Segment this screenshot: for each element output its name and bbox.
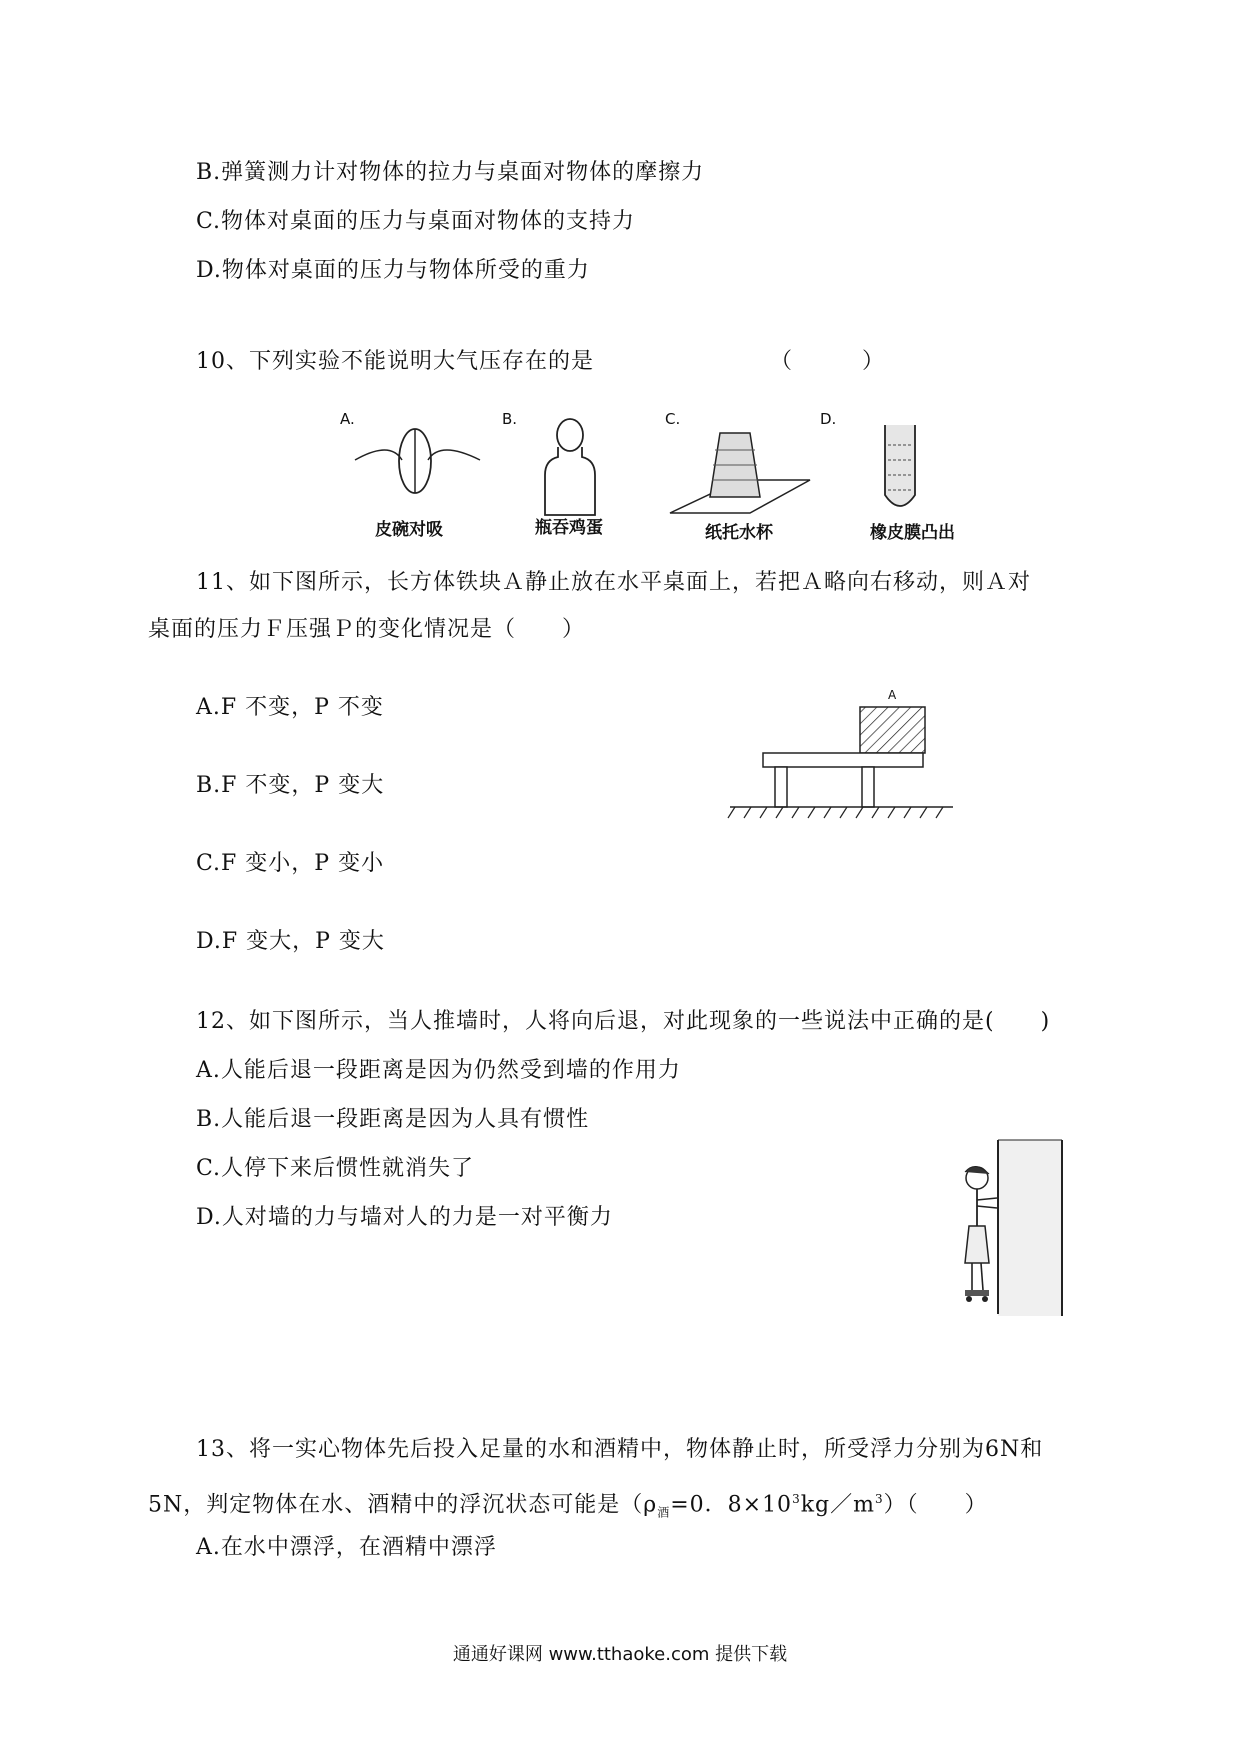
suction-cups-figure: [355, 429, 480, 493]
paper-cup-figure: [670, 433, 810, 513]
q12-stem: 12、如下图所示，当人推墙时，人将向后退，对此现象的一些说法中正确的是( ): [196, 1009, 1051, 1034]
q9-option-d: D.物体对桌面的压力与物体所受的重力: [196, 258, 590, 283]
q12-option-b: B.人能后退一段距离是因为人具有惯性: [196, 1107, 590, 1132]
q10-figure-a-letter: A.: [340, 410, 355, 428]
q13-stem-line2-pre: 5N，判定物体在水、酒精中的浮沉状态可能是（ρ: [148, 1492, 658, 1518]
q13-density-subscript: 酒: [657, 1505, 671, 1520]
q10-bracket: （ ）: [770, 349, 886, 374]
q10-figure-d-letter: D.: [820, 410, 837, 428]
q11-stem-line1: 11、如下图所示，长方体铁块Ａ静止放在水平桌面上，若把Ａ略向右移动，则Ａ对: [196, 570, 1031, 595]
q11-option-a: A.F 不变，P 不变: [196, 695, 384, 720]
q10-stem: 10、下列实验不能说明大气压存在的是: [196, 349, 594, 374]
q12-person-wall-figure: [955, 1138, 1065, 1318]
q13-density-unit: kg／m: [800, 1492, 875, 1518]
q12-option-d: D.人对墙的力与墙对人的力是一对平衡力: [196, 1205, 613, 1230]
q10-figure-a-caption: 皮碗对吸: [375, 520, 443, 540]
q13-stem-line1: 13、将一实心物体先后投入足量的水和酒精中，物体静止时，所受浮力分别为6N和: [196, 1437, 1044, 1462]
q13-density-value: =0．8×10: [670, 1492, 793, 1518]
q13-option-a: A.在水中漂浮，在酒精中漂浮: [196, 1535, 497, 1560]
q9-option-c: C.物体对桌面的压力与桌面对物体的支持力: [196, 209, 636, 234]
q11-option-c: C.F 变小，P 变小: [196, 851, 385, 876]
q11-option-b: B.F 不变，P 变大: [196, 773, 385, 798]
q13-unit-exponent: 3: [874, 1492, 884, 1506]
q10-figure-d-caption: 橡皮膜凸出: [870, 523, 955, 543]
q11-option-d: D.F 变大，P 变大: [196, 929, 385, 954]
q10-figure-b-caption: 瓶吞鸡蛋: [535, 518, 603, 538]
q10-figure-c-letter: C.: [665, 410, 681, 428]
q9-option-b: B.弹簧测力计对物体的拉力与桌面对物体的摩擦力: [196, 160, 705, 185]
q12-option-a: A.人能后退一段距离是因为仍然受到墙的作用力: [196, 1058, 681, 1083]
q10-figure-c-caption: 纸托水杯: [705, 523, 773, 543]
q12-option-c: C.人停下来后惯性就消失了: [196, 1156, 475, 1181]
q11-stem-line2: 桌面的压力Ｆ压强Ｐ的变化情况是（ ）: [148, 617, 586, 642]
rubber-membrane-figure: [885, 425, 915, 506]
q11-table-figure: [725, 700, 965, 825]
q13-stem-line2: [148, 1484, 988, 1528]
q13-density-exponent: 3: [792, 1492, 801, 1506]
q13-stem-line2-post: ）（ ）: [883, 1492, 988, 1518]
bottle-egg-figure: [545, 419, 595, 515]
page-footer: 通通好课网 www.tthaoke.com 提供下载: [452, 1644, 788, 1665]
q11-block-label: A: [888, 688, 897, 702]
q10-figure-b-letter: B.: [502, 410, 518, 428]
